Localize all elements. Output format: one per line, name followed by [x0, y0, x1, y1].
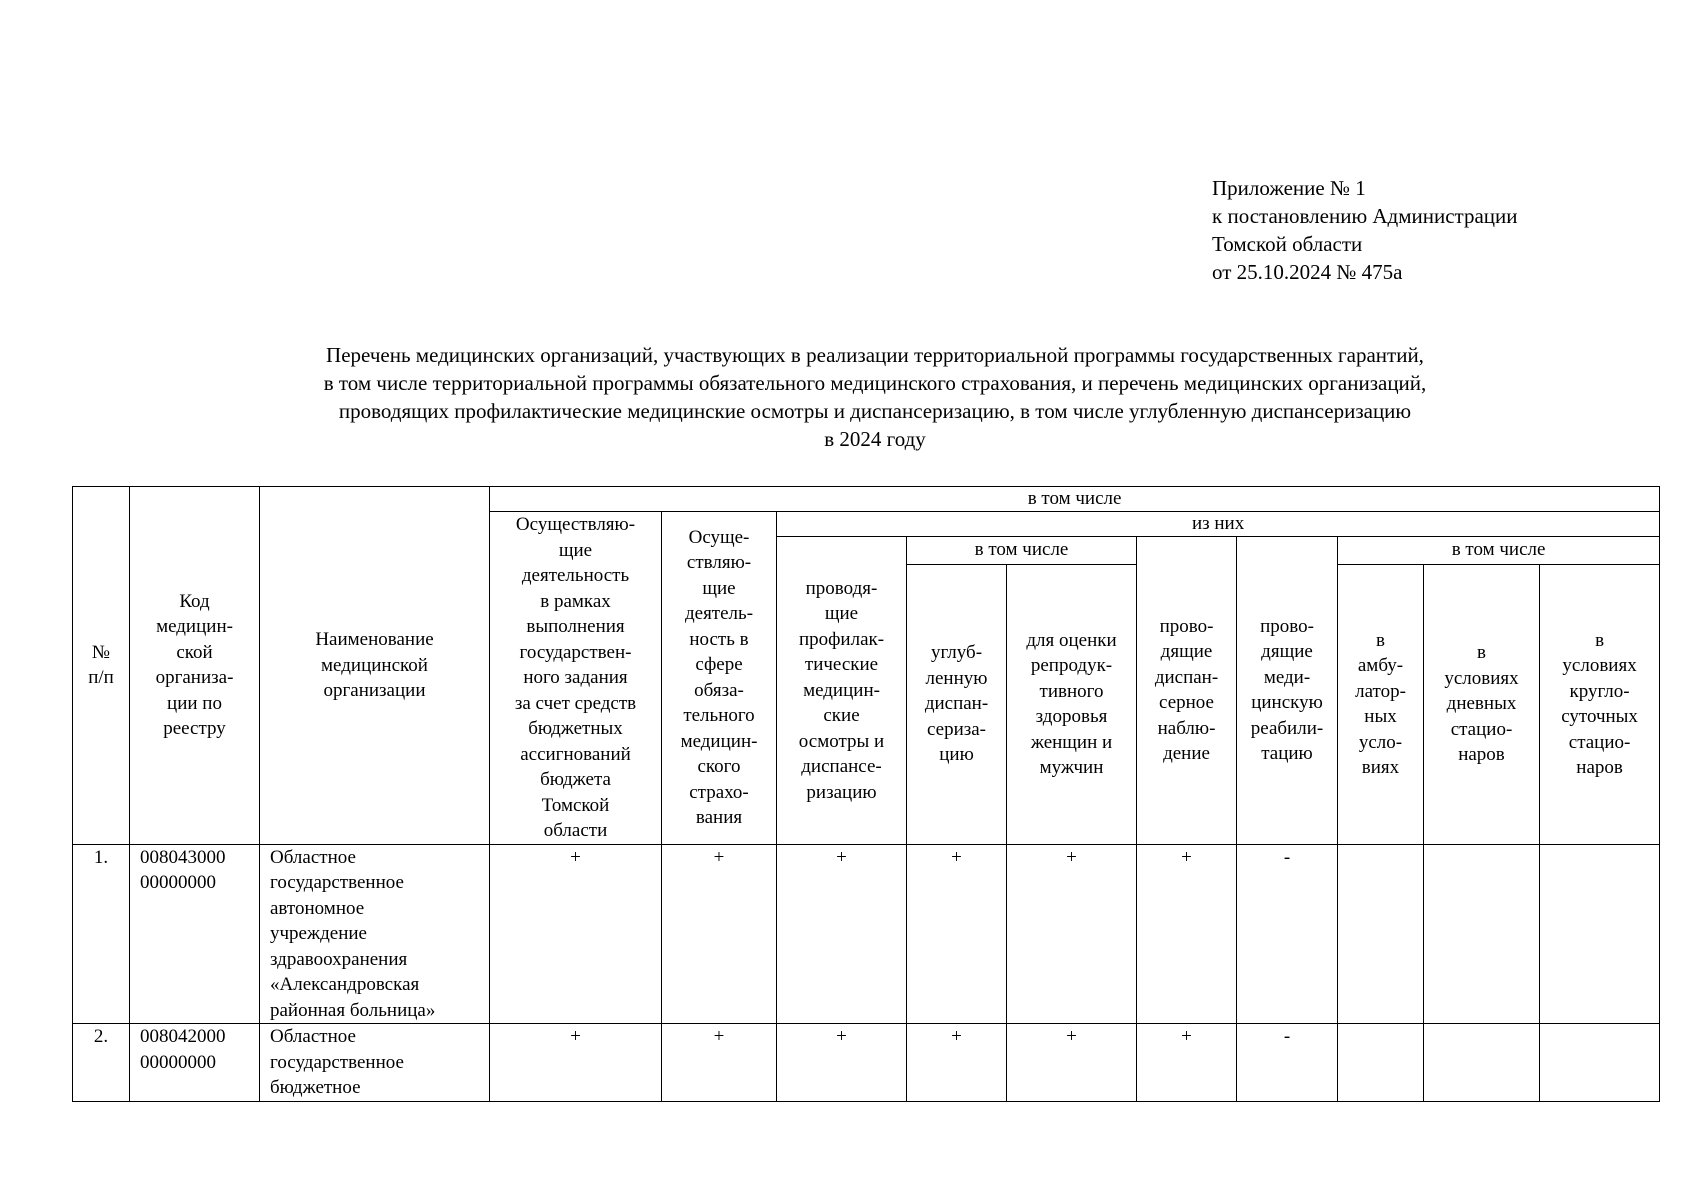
header-line: усло-: [1358, 731, 1403, 753]
header-line: цинскую: [1251, 692, 1323, 714]
header-in-total-2: в том числе: [907, 537, 1137, 565]
header-line: диспан-: [924, 693, 989, 715]
title-line: проводящих профилактические медицинские осмотры и диспансеризацию, в том числе углубленную диспансеризацию: [338, 399, 1412, 423]
header-line: ского: [697, 756, 741, 778]
header-line: обяза-: [694, 679, 744, 701]
row-mark: +: [1007, 1024, 1137, 1102]
header-line: стацио-: [1450, 718, 1513, 740]
header-num: [73, 487, 130, 845]
org-name-line: учреждение: [270, 923, 367, 944]
header-line: медицинской: [321, 654, 428, 676]
header-line: бюджетных: [528, 718, 623, 739]
row-code: [130, 1024, 260, 1102]
header-line: ции по: [167, 692, 222, 714]
header-line: ных: [1364, 706, 1397, 727]
row-number: 2.: [73, 1024, 130, 1102]
header-line: латор-: [1355, 680, 1406, 702]
header-line: организа-: [155, 667, 234, 689]
header-round: [1540, 564, 1660, 844]
header-line: здоровья: [1035, 706, 1108, 727]
header-line: прово-: [1260, 615, 1314, 637]
header-line: сфере: [695, 654, 743, 676]
row-mark: +: [907, 844, 1007, 1024]
organizations-table: [72, 486, 1660, 1102]
header-line: суточных: [1561, 706, 1638, 727]
header-line: наров: [1576, 757, 1623, 778]
header-line: тивного: [1039, 680, 1104, 702]
org-name-line: государственное: [270, 872, 404, 893]
header-line: тические: [804, 654, 879, 675]
title-line: в том числе территориальной программы обязательного медицинского страхования, и перечень медицинских организаций,: [323, 371, 1427, 395]
appendix-line: от 25.10.2024 № 475а: [1212, 260, 1403, 284]
code-line: 008043000: [140, 846, 226, 868]
header-code: [130, 487, 260, 845]
header-line: амбу-: [1357, 655, 1404, 676]
header-line: Код: [179, 590, 210, 612]
header-line: ность в: [689, 628, 749, 650]
header-line: ские: [823, 705, 860, 726]
header-in-total-3: в том числе: [1338, 537, 1660, 565]
header-line: медицин-: [803, 679, 880, 701]
row-mark: [1338, 844, 1424, 1024]
org-name-line: «Александровская: [270, 974, 420, 995]
header-line: п/п: [88, 667, 114, 689]
title-line: в 2024 году: [824, 427, 926, 451]
org-name-line: Областное: [270, 1026, 356, 1047]
row-org-name: [260, 1024, 490, 1102]
header-of-them: из них: [777, 512, 1660, 537]
header-line: реестру: [163, 718, 226, 740]
row-mark: +: [1007, 844, 1137, 1024]
appendix-line: к постановлению Администрации: [1212, 204, 1518, 228]
header-line: Наименование: [315, 629, 434, 650]
header-line: дение: [1163, 743, 1210, 765]
header-line: для оценки: [1026, 629, 1117, 651]
header-deep: [907, 564, 1007, 844]
row-org-name: [260, 844, 490, 1024]
header-line: дящие: [1261, 641, 1313, 663]
code-line: 00000000: [140, 872, 216, 893]
header-line: виях: [1361, 757, 1400, 778]
header-line: медицин-: [680, 730, 758, 752]
header-line: ассигнований: [520, 743, 631, 765]
header-line: государствен-: [519, 641, 632, 663]
header-line: щие: [558, 539, 593, 561]
header-line: наров: [1458, 744, 1505, 766]
header-line: дневных: [1446, 693, 1517, 715]
header-line: области: [543, 820, 608, 841]
header-line: ствляю-: [686, 552, 752, 574]
row-mark: +: [777, 844, 907, 1024]
title-line: Перечень медицинских организаций, участвующих в реализации территориальной программы государственных гарантий,: [326, 343, 1424, 367]
row-mark: +: [777, 1024, 907, 1102]
header-line: цию: [939, 744, 974, 766]
header-line: осмотры и: [798, 730, 885, 752]
header-line: ской: [176, 641, 213, 663]
row-mark: [1424, 844, 1540, 1024]
header-disp: [1137, 537, 1237, 845]
header-line: тацию: [1261, 743, 1313, 765]
table-row: [73, 1024, 1660, 1102]
header-amb: [1338, 564, 1424, 844]
header-line: меди-: [1263, 666, 1311, 688]
row-mark: [1424, 1024, 1540, 1102]
header-line: проводя-: [805, 577, 878, 599]
appendix-line: Приложение № 1: [1212, 176, 1366, 200]
header-line: деятель-: [684, 603, 754, 625]
header-line: кругло-: [1569, 680, 1630, 702]
row-mark: [1540, 1024, 1660, 1102]
header-repro: [1007, 564, 1137, 844]
header-line: ризацию: [806, 781, 877, 803]
header-line: углуб-: [930, 642, 983, 664]
row-number: 1.: [73, 844, 130, 1024]
header-line: страхо-: [689, 781, 749, 803]
org-name-line: автономное: [270, 897, 365, 919]
org-name-line: государственное: [270, 1051, 404, 1073]
header-line: серное: [1159, 692, 1214, 714]
row-mark: +: [490, 844, 662, 1024]
header-line: ленную: [925, 667, 988, 689]
header-line: профилак-: [798, 628, 885, 650]
header-line: в: [1477, 642, 1486, 664]
row-mark: +: [490, 1024, 662, 1102]
org-name-line: бюджетное: [270, 1077, 361, 1098]
header-in-total: в том числе: [490, 487, 1660, 512]
table-body: [73, 844, 1660, 1101]
header-prof: [777, 537, 907, 845]
row-mark: [1338, 1024, 1424, 1102]
header-line: Томской: [541, 794, 610, 816]
header-oms: [662, 512, 777, 845]
header-name: [260, 487, 490, 845]
row-mark: -: [1237, 844, 1338, 1024]
row-mark: +: [1137, 844, 1237, 1024]
header-line: наблю-: [1157, 717, 1216, 739]
row-mark: +: [1137, 1024, 1237, 1102]
header-line: репродук-: [1030, 655, 1113, 676]
org-name-line: здравоохранения: [270, 948, 408, 970]
appendix-block: [1212, 174, 1518, 286]
header-line: Осуще-: [688, 526, 750, 548]
header-line: деятельность: [521, 565, 630, 586]
header-rehab: [1237, 537, 1338, 845]
header-line: за счет средств: [514, 692, 637, 714]
row-mark: +: [662, 1024, 777, 1102]
header-line: щие: [824, 603, 859, 624]
header-line: в: [1595, 629, 1605, 651]
appendix-line: Томской области: [1212, 232, 1363, 256]
code-line: 00000000: [140, 1051, 216, 1073]
document-title: [150, 341, 1600, 453]
header-line: бюджета: [540, 769, 611, 790]
header-day: [1424, 564, 1540, 844]
header-line: диспансе-: [801, 756, 882, 777]
org-name-line: Областное: [270, 846, 356, 868]
header-line: реабили-: [1250, 717, 1324, 739]
row-mark: +: [907, 1024, 1007, 1102]
header-line: женщин и: [1030, 731, 1113, 753]
table-row: [73, 844, 1660, 1024]
header-line: щие: [702, 577, 736, 599]
header-line: выполнения: [526, 616, 625, 637]
header-line: организации: [323, 680, 426, 701]
header-line: тельного: [683, 705, 755, 727]
header-line: №: [91, 641, 111, 663]
header-line: диспан-: [1154, 666, 1219, 688]
header-line: вания: [695, 807, 743, 829]
header-line: в: [1376, 629, 1385, 651]
header-line: стацио-: [1568, 731, 1631, 753]
header-line: прово-: [1159, 615, 1214, 637]
code-line: 008042000: [140, 1026, 226, 1047]
header-line: ного задания: [523, 667, 628, 688]
header-line: условиях: [1562, 655, 1637, 676]
row-mark: +: [662, 844, 777, 1024]
header-line: медицин-: [156, 616, 233, 638]
header-line: условиях: [1444, 667, 1519, 689]
org-name-line: районная больница»: [270, 999, 436, 1021]
row-mark: -: [1237, 1024, 1338, 1102]
row-code: [130, 844, 260, 1024]
header-state-task: [490, 512, 662, 845]
row-mark: [1540, 844, 1660, 1024]
header-line: Осуществляю-: [515, 514, 636, 535]
header-line: дящие: [1160, 641, 1213, 663]
header-line: в рамках: [540, 590, 611, 612]
header-line: мужчин: [1039, 757, 1104, 778]
header-line: сериза-: [926, 718, 987, 740]
